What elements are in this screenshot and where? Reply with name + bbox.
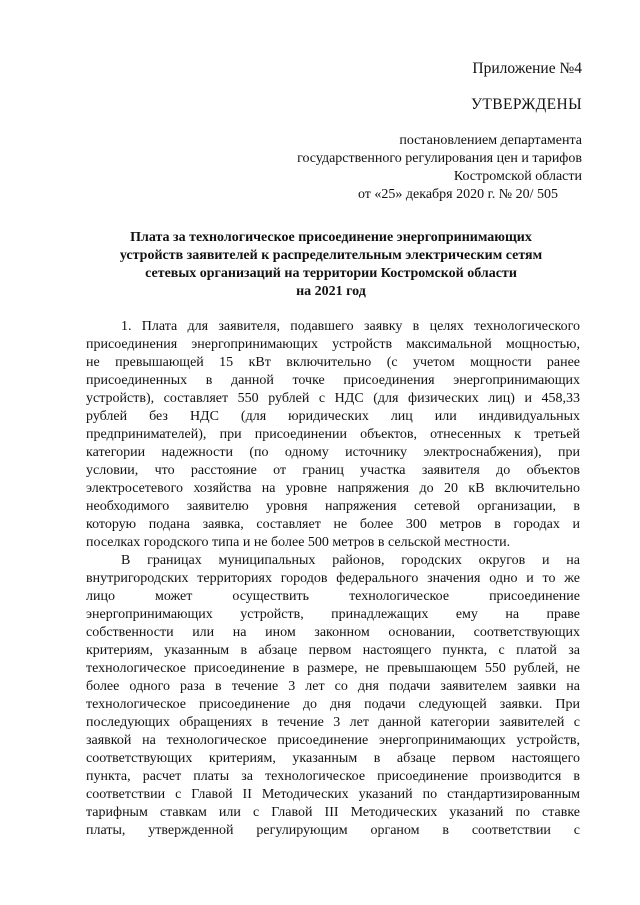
title-line: Плата за технологическое присоединение энергопринимающих <box>130 230 532 245</box>
text-line: критериям, указанным в абзаце первом настоящего пункта, с платой за <box>86 643 580 658</box>
text-line: В границах муниципальных районов, городских округов и на <box>121 553 580 568</box>
text-line: энергопринимающих устройств, принадлежащих ему на праве <box>86 607 580 622</box>
text-line: технологическое присоединение в размере, не превышающем 550 рублей, не <box>86 661 580 676</box>
resolution-date-line: от «25» декабря 2020 г. № 20/ 505 <box>357 187 558 202</box>
text-line: присоединенных в данной точке присоединения энергопринимающих <box>86 373 580 388</box>
paragraph-1 <box>86 318 580 552</box>
text-line: которую подана заявка, составляет не более 300 метров в городах и <box>86 517 580 532</box>
text-line: необходимого заявителю уровня напряжения сетевой организации, в <box>86 499 580 514</box>
text-line: собственности или на ином законном основании, соответствующих <box>86 625 580 640</box>
resolution-reference <box>162 132 582 204</box>
text-line: пункта, расчет платы за технологическое присоединение производится в <box>86 769 580 784</box>
document-title <box>88 229 574 301</box>
text-line: тарифным ставкам или с Главой III Методических указаний по ставке <box>86 805 580 820</box>
text-line: внутригородских территориях городов федерального значения одно и то же <box>86 571 580 586</box>
paragraph-2 <box>86 552 580 840</box>
text-line: категории надежности (по одному источнику электроснабжения), при <box>86 445 580 460</box>
text-line: 1. Плата для заявителя, подавшего заявку в целях технологического <box>121 319 580 334</box>
text-line: устройств), составляет 550 рублей с НДС (для физических лиц) и 458,33 <box>86 391 580 406</box>
text-line: последующих обращениях в течение 3 лет данной категории заявителей с <box>86 715 580 730</box>
approved-stamp-text: УТВЕРЖДЕНЫ <box>471 96 582 113</box>
text-line: рублей без НДС (для юридических лиц или индивидуальных <box>86 409 580 424</box>
resolution-line: государственного регулирования цен и тарифов <box>297 151 582 166</box>
text-line: более одного раза в течение 3 лет со дня подачи заявителем заявки на <box>86 679 580 694</box>
resolution-line: Костромской области <box>453 169 582 184</box>
title-line: устройств заявителей к распределительным электрическим сетям <box>119 248 543 263</box>
text-line: заявкой на технологическое присоединение энергопринимающих устройств, <box>86 733 580 748</box>
text-line: условии, что расстояние от границ участка заявителя до объектов <box>86 463 580 478</box>
title-line: сетевых организаций на территории Костромской области <box>145 266 517 281</box>
text-line: платы, утвержденной регулирующим органом в соответствии с <box>86 823 580 838</box>
text-line: технологическое присоединение до дня подачи следующей заявки. При <box>86 697 580 712</box>
text-line: поселках городского типа и не более 500 метров в сельской местности. <box>86 535 511 550</box>
text-line: предпринимателей), при присоединении объектов, отнесенных к третьей <box>86 427 580 442</box>
text-line: электросетевого хозяйства на уровне напряжения до 20 кВ включительно <box>86 481 580 496</box>
appendix-number: Приложение №4 <box>472 60 582 77</box>
text-line: соответствии с Главой II Методических указаний по стандартизированным <box>86 787 580 802</box>
title-line: на 2021 год <box>296 284 366 299</box>
body-text <box>86 318 580 840</box>
text-line: соответствующих критериям, указанным в абзаце первом настоящего <box>86 751 580 766</box>
text-line: присоединения энергопринимающих устройств максимальной мощностью, <box>86 337 580 352</box>
text-line: лицо может осуществить технологическое присоединение <box>86 589 580 604</box>
text-line: не превышающей 15 кВт включительно (с учетом мощности ранее <box>86 355 580 370</box>
resolution-line: постановлением департамента <box>399 133 582 148</box>
